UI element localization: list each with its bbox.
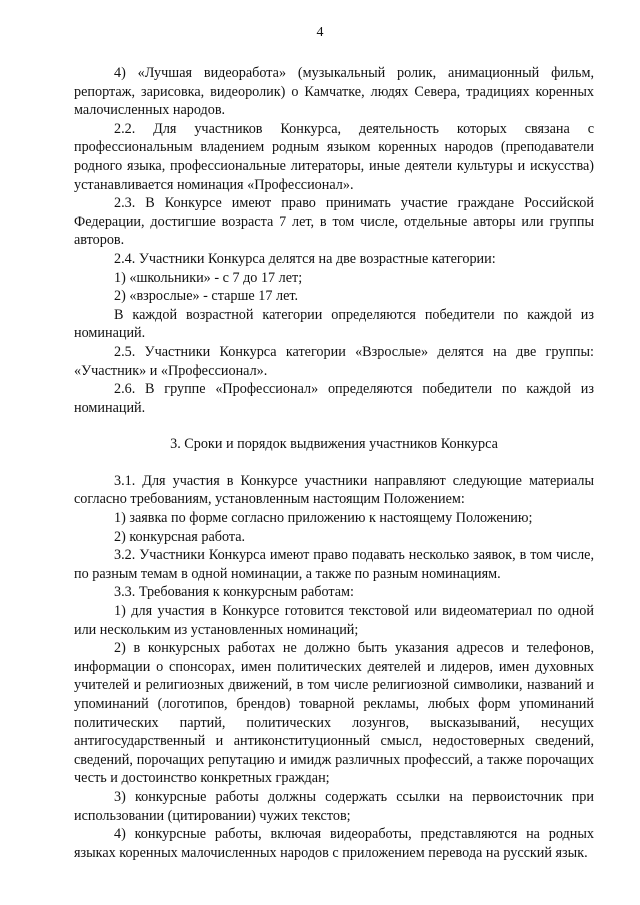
page-number: 4 <box>316 25 324 40</box>
paragraph-3-1: 3.1. Для участия в Конкурсе участники направляют следующие материалы согласно требованиям, установленным настоящим Положением: <box>74 472 594 508</box>
list-item-adults: 2) «взрослые» - старше 17 лет. <box>114 288 299 305</box>
list-item-schoolchildren: 1) «школьники» - с 7 до 17 лет; <box>114 269 303 286</box>
paragraph-3-2: 3.2. Участники Конкурса имеют право подавать несколько заявок, в том числе, по разным темам в одной номинации, а также по разным номинациям. <box>74 547 594 582</box>
list-item-application: 1) заявка по форме согласно приложению к настоящему Положению; <box>114 510 533 527</box>
paragraph-nomination-video: 4) «Лучшая видеоработа» (музыкальный ролик, анимационный фильм, репортаж, зарисовка, видеоролик) о Камчатке, людях Севера, традициях коренных малочисленных народов. <box>74 65 594 119</box>
paragraph-2-4: 2.4. Участники Конкурса делятся на две возрастные категории: <box>114 250 496 267</box>
paragraph-2-6: 2.6. В группе «Профессионал» определяются победители по каждой из номинаций. <box>74 381 594 416</box>
list-item-work: 2) конкурсная работа. <box>114 528 246 545</box>
document-body <box>74 64 594 862</box>
paragraph-2-3: 2.3. В Конкурсе имеют право принимать участие граждане Российской Федерации, достигшие возраста 7 лет, в том числе, отдельные авторы или группы авторов. <box>74 195 594 249</box>
paragraph-3-3: 3.3. Требования к конкурсным работам: <box>114 584 354 601</box>
list-item-requirement-2: 2) в конкурсных работах не должно быть указания адресов и телефонов, информации о спонсорах, имен политических деятелей и лидеров, имен духовных учителей и религиозных движений, в том числе религиозной символики, названий и упоминаний (логотипов, брендов) товарной рекламы, любых форм упоминаний политических партий, политических лозунгов, высказываний, несущих антигосударственный и антиконституционный смысл, недостоверных сведений, сведений, порочащих репутацию и имидж различных профессий, а также порочащих честь и достоинство конкретных граждан; <box>74 640 594 787</box>
list-item-requirement-4: 4) конкурсные работы, включая видеоработы, представляются на родных языках коренных малочисленных народов с приложением перевода на русский язык. <box>74 826 594 861</box>
paragraph-2-5: 2.5. Участники Конкурса категории «Взрослые» делятся на две группы: «Участник» и «Профессионал». <box>74 343 594 379</box>
list-item-requirement-1: 1) для участия в Конкурсе готовится текстовой или видеоматериал по одной или нескольким из установленных номинаций; <box>74 603 594 638</box>
paragraph-2-2: 2.2. Для участников Конкурса, деятельность которых связана с профессиональным владением родным языком коренных народов (преподаватели родного языка, профессиональные литераторы, иные деятели культуры и искусства) устанавливается номинация «Профессионал». <box>74 120 594 193</box>
paragraph-winners-age: В каждой возрастной категории определяются победители по каждой из номинаций. <box>74 306 594 342</box>
list-item-requirement-3: 3) конкурсные работы должны содержать ссылки на первоисточник при использовании (цитировании) чужих текстов; <box>74 788 594 824</box>
section-heading-3: 3. Сроки и порядок выдвижения участников Конкурса <box>170 436 498 453</box>
